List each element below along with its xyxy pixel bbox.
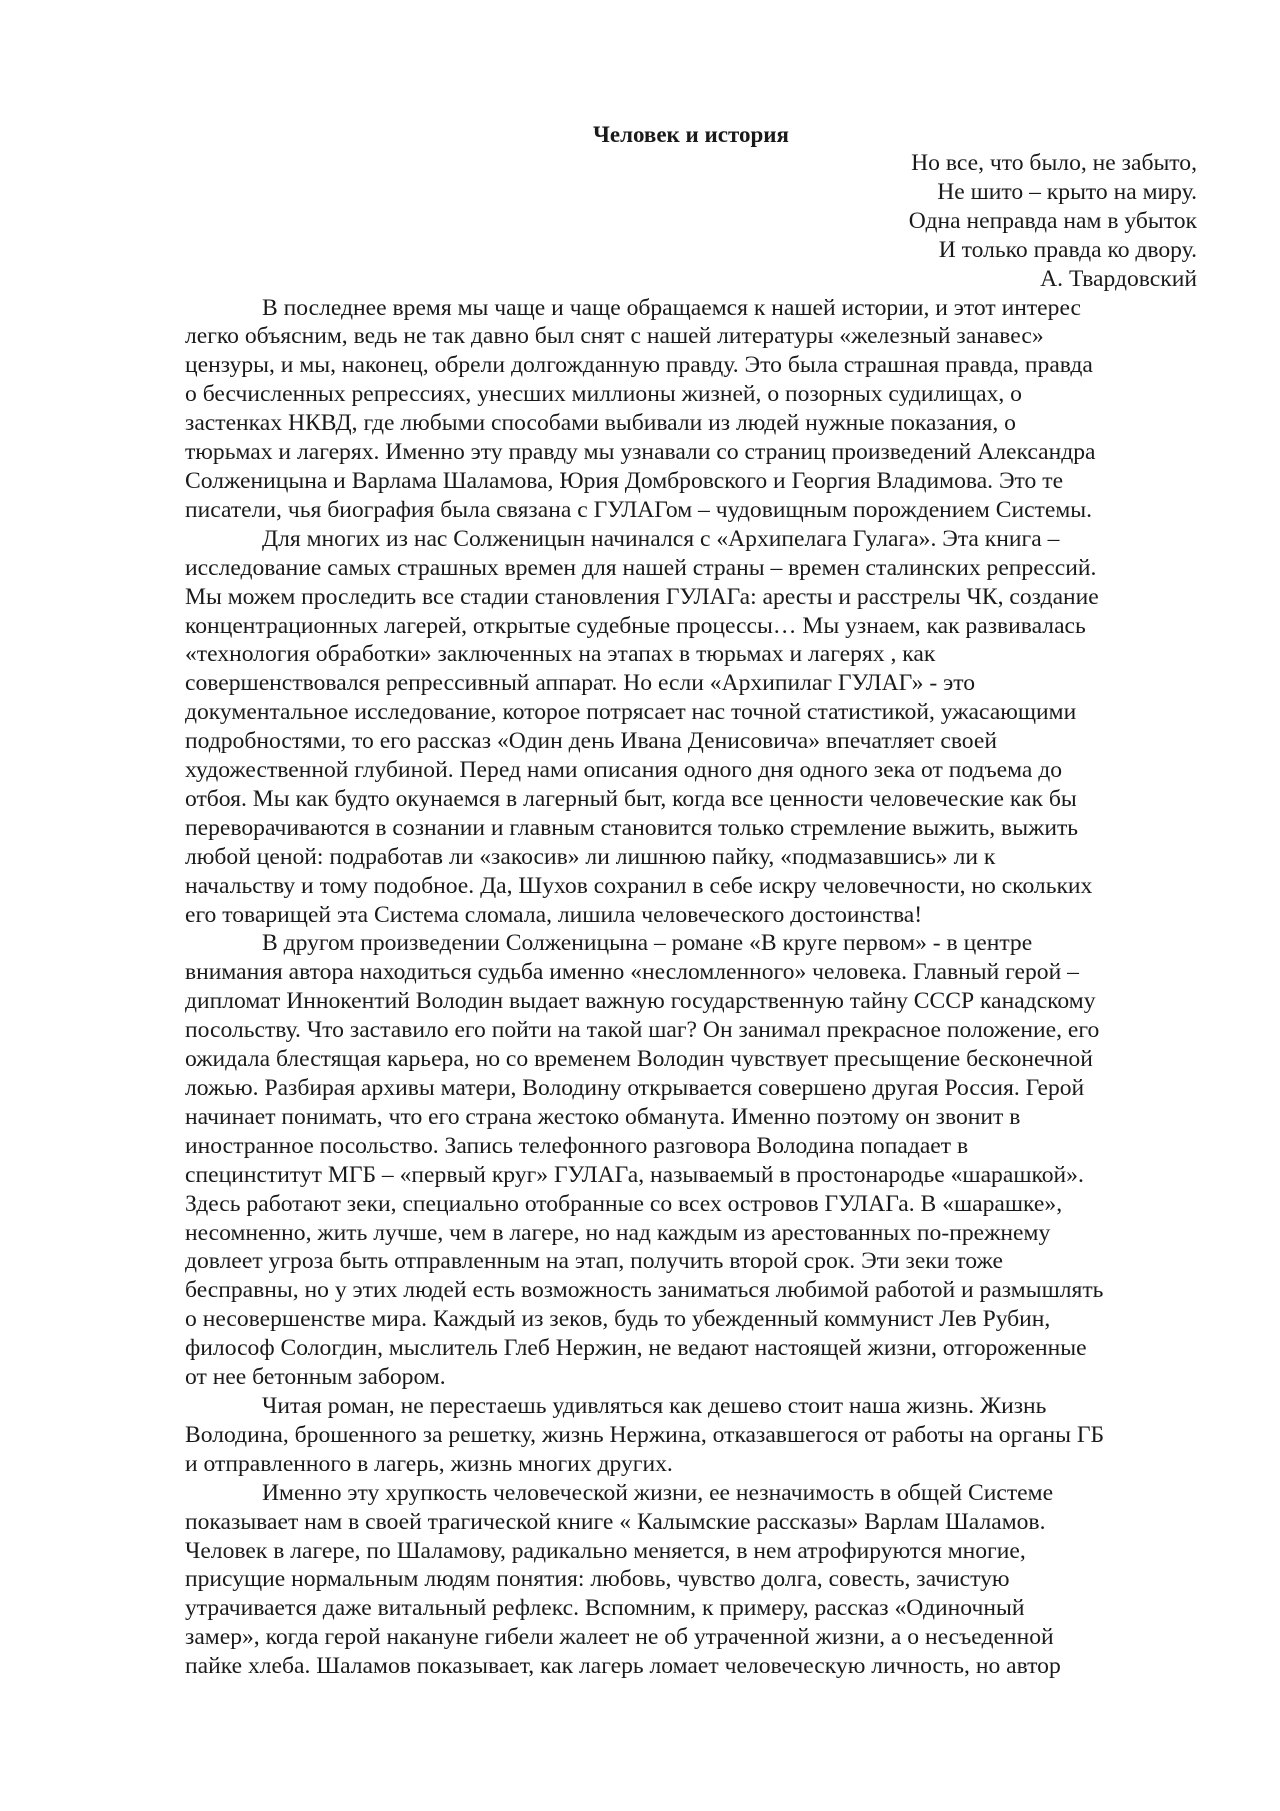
paragraph-line: легко объясним, ведь не так давно был снят с нашей литературы «железный занавес» [185, 323, 1044, 350]
epigraph-line: Не шито – крыто на миру. [937, 178, 1197, 205]
paragraph-line: Именно эту хрупкость человеческой жизни, ее незначимость в общей Системе [262, 1479, 1054, 1506]
paragraph-line: начальству и тому подобное. Да, Шухов сохранил в себе искру человечности, но скольких [185, 872, 1093, 899]
paragraph-line: «технология обработки» заключенных на этапах в тюрьмах и лагерях , как [185, 641, 936, 668]
paragraph-line: довлеет угроза быть отправленным на этап, получить второй срок. Эти зеки тоже [185, 1248, 1003, 1275]
paragraph-line: переворачиваются в сознании и главным становится только стремление выжить, выжить [185, 814, 1079, 841]
paragraph-line: внимания автора находиться судьба именно «несломленного» человека. Главный герой – [185, 959, 1079, 986]
epigraph-line: Одна неправда нам в убыток [908, 207, 1197, 234]
paragraph-line: любой ценой: подработав ли «закосив» ли лишнюю пайку, «подмазавшись» ли к [185, 843, 996, 870]
paragraph-line: В другом произведении Солженицына – романе «В круге первом» - в центре [262, 930, 1033, 957]
document-content [185, 120, 1197, 1681]
paragraph-line: утрачивается даже витальный рефлекс. Вспомним, к примеру, рассказ «Одиночный [185, 1595, 1025, 1622]
paragraph-line: застенках НКВД, где любыми способами выбивали из людей нужные показания, о [185, 410, 1016, 437]
paragraph-line: подробностями, то его рассказ «Один день Ивана Денисовича» впечатляет своей [185, 728, 997, 755]
paragraph-line: о несовершенстве мира. Каждый из зеков, будь то убежденный коммунист Лев Рубин, [185, 1306, 1051, 1333]
paragraph-line: пайке хлеба. Шаламов показывает, как лагерь ломает человеческую личность, но автор [185, 1653, 1061, 1680]
paragraph [185, 929, 1197, 1392]
paragraph-line: Читая роман, не перестаешь удивляться как дешево стоит наша жизнь. Жизнь [262, 1392, 1047, 1419]
paragraph-line: Для многих из нас Солженицын начинался с «Архипелага Гулага». Эта книга – [262, 525, 1060, 552]
paragraph-line: показывает нам в своей трагической книге « Калымские рассказы» Варлам Шаламов. [185, 1508, 1046, 1535]
epigraph-line: Но все, что было, не забыто, [911, 150, 1197, 176]
paragraph-line: и отправленного в лагерь, жизнь многих других. [185, 1450, 673, 1477]
document-title: Человек и история [593, 122, 789, 147]
paragraph-line: Мы можем проследить все стадии становления ГУЛАГа: аресты и расстрелы ЧК, создание [185, 583, 1099, 610]
paragraph [185, 1479, 1197, 1681]
epigraph-author: А. Твардовский [1040, 265, 1197, 292]
paragraph-line: Здесь работают зеки, специально отобранные со всех островов ГУЛАГа. В «шарашке», [185, 1190, 1063, 1217]
paragraph-line: специнститут МГБ – «первый круг» ГУЛАГа, называемый в простонародье «шарашкой». [185, 1161, 1084, 1188]
paragraph-line: В последнее время мы чаще и чаще обращаемся к нашей истории, и этот интерес [262, 294, 1081, 321]
paragraph [185, 525, 1197, 930]
paragraph-line: художественной глубиной. Перед нами описания одного дня одного зека от подъема до [185, 757, 1063, 784]
paragraph-line: о бесчисленных репрессиях, унесших миллионы жизней, о позорных судилищах, о [185, 381, 1022, 408]
paragraph [185, 294, 1197, 525]
paragraph-line: отбоя. Мы как будто окунаемся в лагерный быт, когда все ценности человеческие как бы [185, 785, 1077, 812]
epigraph [185, 149, 1197, 294]
paragraph-line: тюрьмах и лагерях. Именно эту правду мы узнавали со страниц произведений Александра [185, 439, 1096, 466]
epigraph-line: И только правда ко двору. [938, 236, 1197, 263]
paragraph-line: Солженицына и Варлама Шаламова, Юрия Домбровского и Георгия Владимова. Это те [185, 467, 1064, 494]
paragraph-line: присущие нормальным людям понятия: любовь, чувство долга, совесть, зачистую [185, 1566, 1010, 1593]
paragraph-line: его товарищей эта Система сломала, лишила человеческого достоинства! [185, 901, 923, 928]
paragraph-line: концентрационных лагерей, открытые судебные процессы… Мы узнаем, как развивалась [185, 612, 1086, 639]
paragraph-line: посольству. Что заставило его пойти на такой шаг? Он занимал прекрасное положение, его [185, 1017, 1100, 1044]
paragraph-line: начинает понимать, что его страна жестоко обманута. Именно поэтому он звонит в [185, 1103, 1021, 1130]
paragraph-line: философ Сологдин, мыслитель Глеб Нержин, не ведают настоящей жизни, отгороженные [185, 1335, 1087, 1362]
paragraph [185, 1392, 1197, 1479]
paragraph-line: исследование самых страшных времен для нашей страны – времен сталинских репрессий. [185, 554, 1097, 581]
paragraph-line: Володина, брошенного за решетку, жизнь Нержина, отказавшегося от работы на органы ГБ [185, 1421, 1105, 1448]
paragraph-line: ожидала блестящая карьера, но со временем Володин чувствует пресыщение бесконечной [185, 1046, 1093, 1073]
paragraph-line: от нее бетонным забором. [185, 1364, 446, 1391]
paragraph-line: ложью. Разбирая архивы матери, Володину открывается совершено другая Россия. Герой [185, 1075, 1085, 1101]
paragraph-line: замер», когда герой накануне гибели жалеет не об утраченной жизни, а о несъеденной [185, 1624, 1054, 1651]
paragraph-line: Человек в лагере, по Шаламову, радикально меняется, в нем атрофируются многие, [185, 1537, 1026, 1564]
body-text [185, 294, 1197, 1682]
paragraph-line: совершенствовался репрессивный аппарат. Но если «Архипилаг ГУЛАГ» - это [185, 670, 976, 697]
paragraph-line: иностранное посольство. Запись телефонного разговора Володина попадает в [185, 1132, 969, 1159]
paragraph-line: бесправны, но у этих людей есть возможность заниматься любимой работой и размышлять [185, 1277, 1104, 1304]
paragraph-line: несомненно, жить лучше, чем в лагере, но над каждым из арестованных по-прежнему [185, 1219, 1051, 1246]
paragraph-line: цензуры, и мы, наконец, обрели долгожданную правду. Это была страшная правда, правда [185, 352, 1093, 379]
paragraph-line: документальное исследование, которое потрясает нас точной статистикой, ужасающими [185, 699, 1077, 726]
paragraph-line: писатели, чья биография была связана с ГУЛАГом – чудовищным порождением Системы. [185, 496, 1093, 523]
paragraph-line: дипломат Иннокентий Володин выдает важную государственную тайну СССР канадскому [185, 988, 1096, 1015]
